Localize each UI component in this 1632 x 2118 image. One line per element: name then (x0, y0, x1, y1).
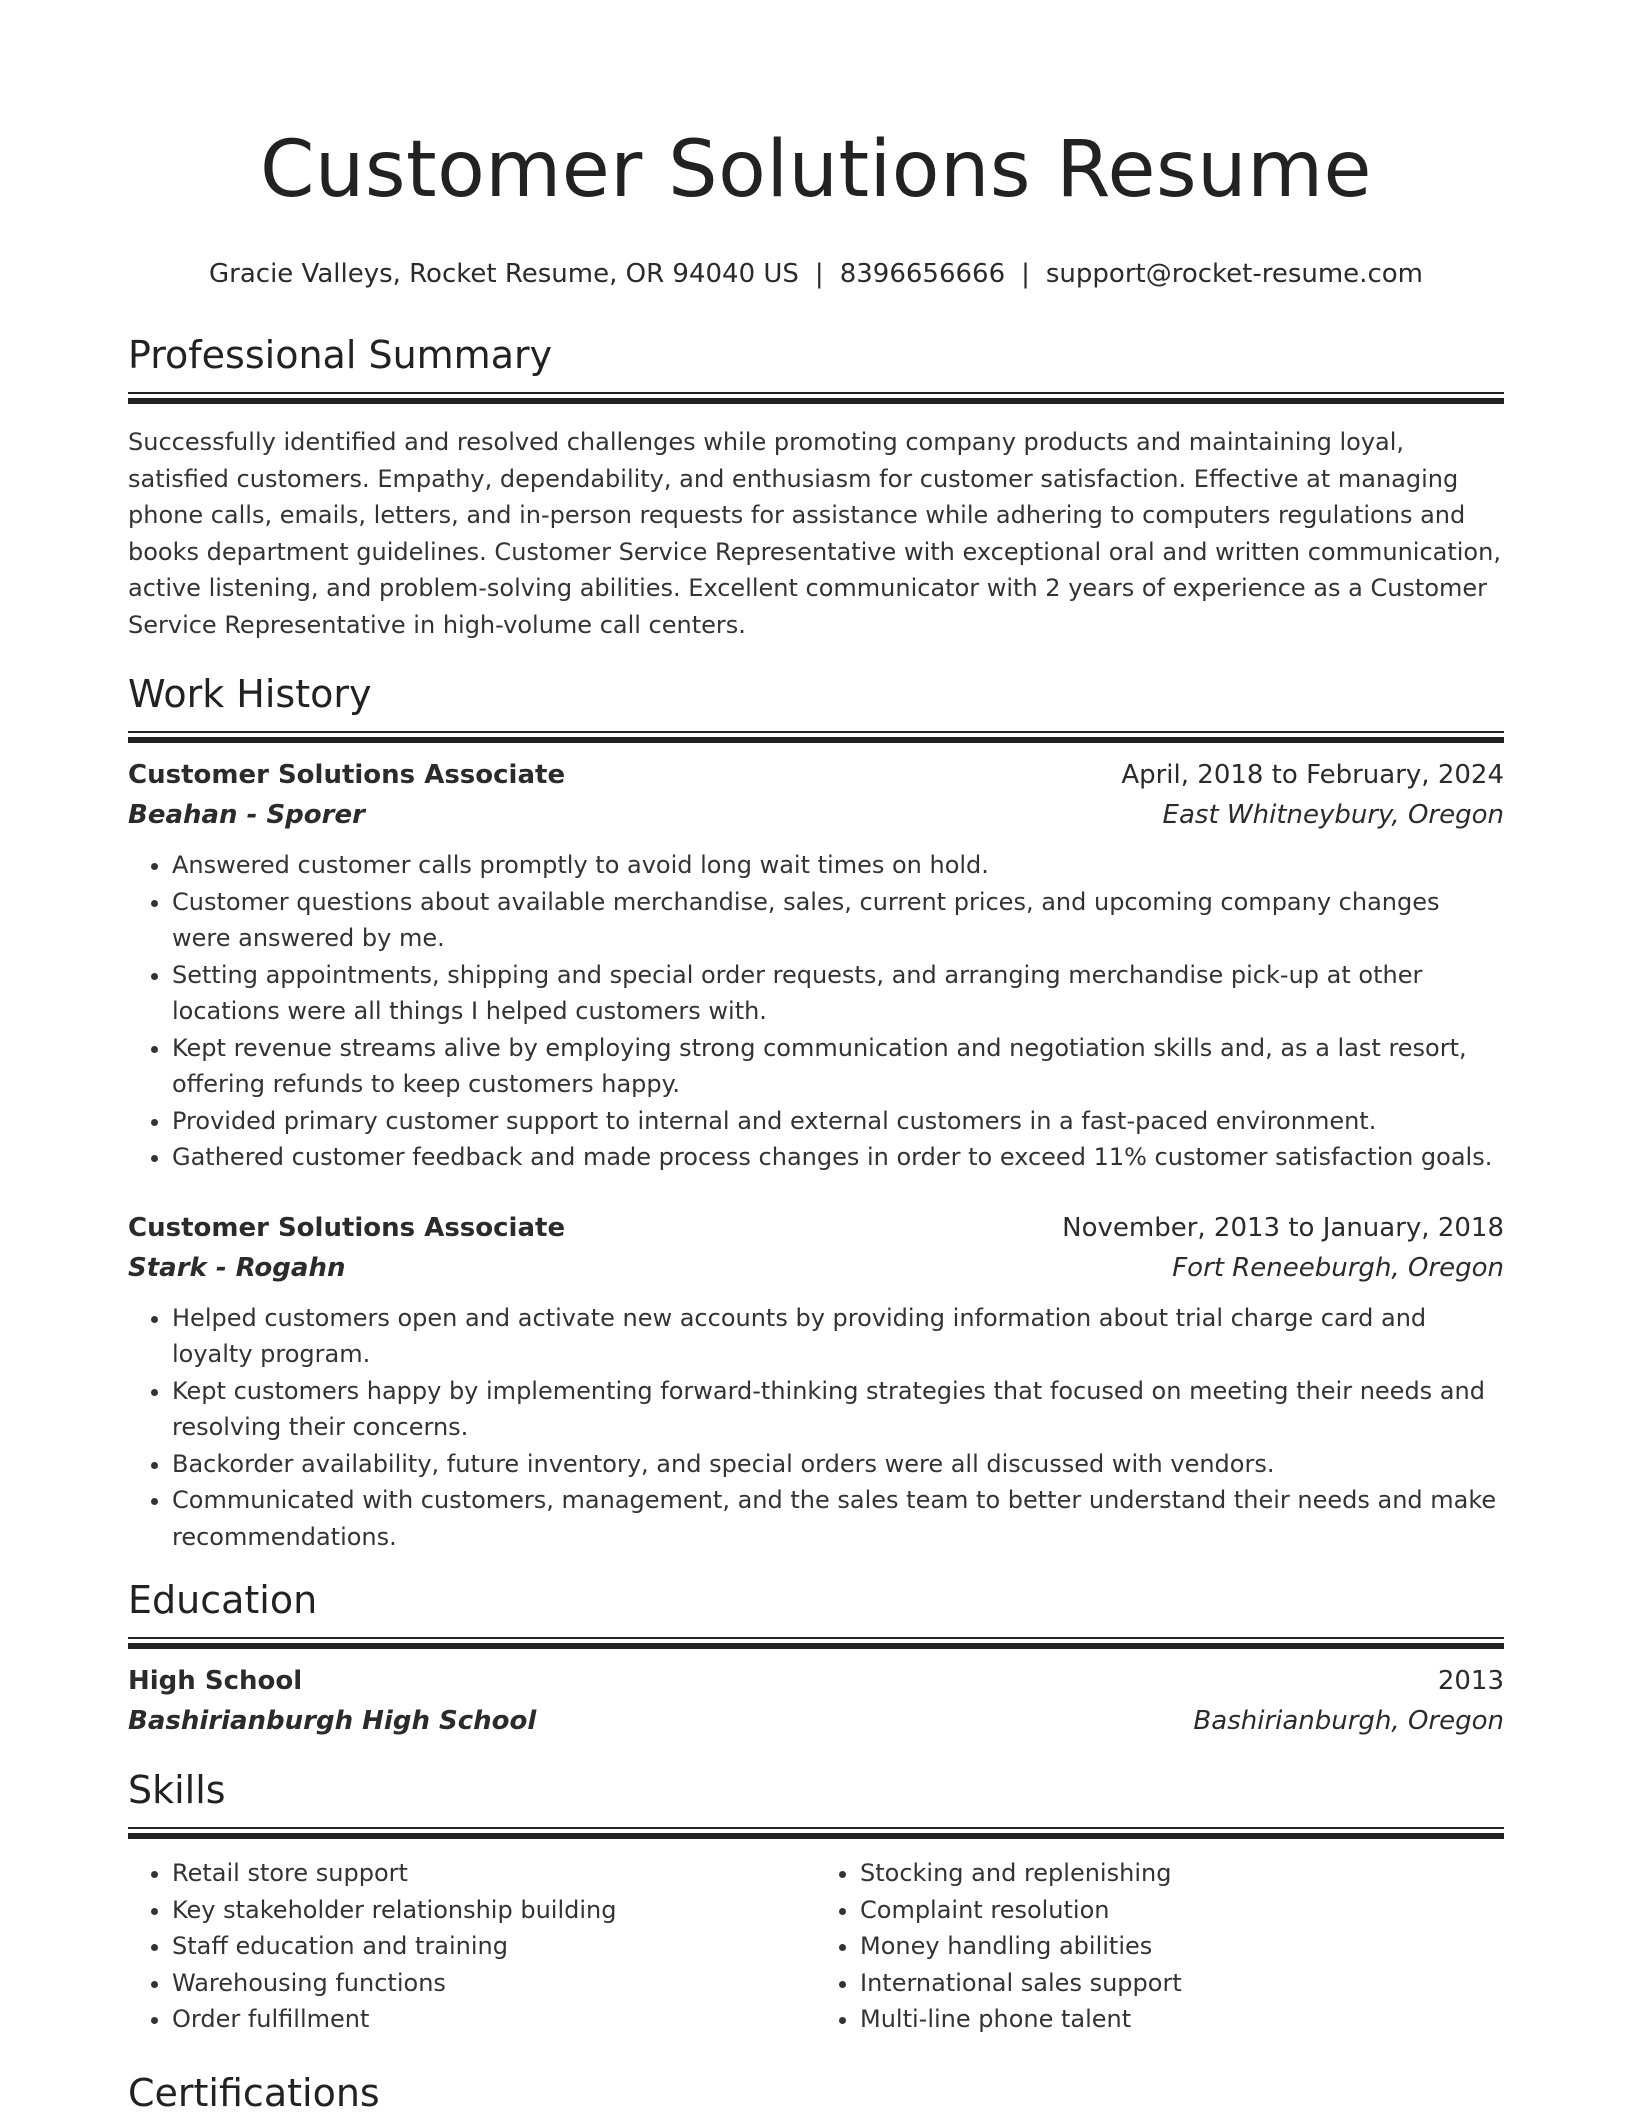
education-section (128, 1575, 1504, 1741)
job-dates: November, 2013 to January, 2018 (1062, 1212, 1504, 1243)
education-subheader (128, 1701, 1504, 1741)
contact-separator: | (1021, 259, 1030, 289)
education-location: Bashirianburgh, Oregon (1193, 1706, 1504, 1736)
job-bullet: • Customer questions about available merchandise, sales, current prices, and upcoming company changes were answered by me. (172, 884, 1504, 957)
certifications-section (128, 2068, 1504, 2118)
job-subheader (128, 795, 1504, 835)
skill-item: • Retail store support (172, 1855, 816, 1892)
job-bullet: • Helped customers open and activate new accounts by providing information about trial charge card and loyalty program. (172, 1300, 1504, 1373)
job-location: East Whitneybury, Oregon (1162, 800, 1504, 830)
summary-section (128, 330, 1504, 643)
job-header (128, 755, 1504, 795)
skill-item: • Money handling abilities (860, 1928, 1504, 1965)
skill-item: • Key stakeholder relationship building (172, 1892, 816, 1929)
job-bullet: • Gathered customer feedback and made process changes in order to exceed 11% customer satisfaction goals. (172, 1139, 1504, 1176)
job-bullet: • Backorder availability, future inventory, and special orders were all discussed with vendors. (172, 1446, 1504, 1483)
job-dates: April, 2018 to February, 2024 (1121, 760, 1504, 790)
section-title-education: Education (128, 1578, 318, 1622)
job-bullet: • Answered customer calls promptly to avoid long wait times on hold. (172, 847, 1504, 884)
job-header (128, 1208, 1504, 1248)
education-entry (128, 1661, 1504, 1741)
resume-title: Customer Solutions Resume (259, 125, 1373, 215)
contact-address: Gracie Valleys, Rocket Resume, OR 94040 US (209, 259, 799, 289)
contact-phone: 8396656666 (839, 259, 1006, 289)
skill-item: • Stocking and replenishing (860, 1855, 1504, 1892)
job-entry (128, 755, 1504, 1176)
skill-item: • Order fulfillment (172, 2001, 816, 2038)
skill-item: • Staff education and training (172, 1928, 816, 1965)
skills-column-right (816, 1855, 1504, 2038)
skills-section (128, 1765, 1504, 2038)
job-title: Customer Solutions Associate (128, 760, 566, 790)
job-bullet: • Kept customers happy by implementing forward-thinking strategies that focused on meeting their needs and resolving their concerns. (172, 1373, 1504, 1446)
job-bullet: • Communicated with customers, management, and the sales team to better understand their needs and make recommendations. (172, 1482, 1504, 1555)
contact-line (128, 256, 1504, 292)
section-divider (128, 1827, 1504, 1839)
job-title: Customer Solutions Associate (128, 1212, 566, 1243)
skill-item: • Multi-line phone talent (860, 2001, 1504, 2038)
skill-item: • International sales support (860, 1965, 1504, 2002)
contact-email: support@rocket-resume.com (1045, 259, 1423, 289)
section-title-skills: Skills (128, 1768, 226, 1812)
summary-text: Successfully identified and resolved challenges while promoting company products and maintaining loyal, satisfied customers. Empathy, dependability, and enthusiasm for customer satisfaction. Effective at managing phone calls, emails, letters, and in-person requests for assistance while adhering to computers regulations and books department guidelines. Customer Service Representative with exceptional oral and written communication, active listening, and problem-solving abilities. Excellent communicator with 2 years of experience as a Customer Service Representative in high-volume call centers. (128, 428, 1501, 639)
section-divider (128, 1637, 1504, 1649)
job-bullet: • Setting appointments, shipping and special order requests, and arranging merchandise pick-up at other locations were all things I helped customers with. (172, 957, 1504, 1030)
skill-item: • Complaint resolution (860, 1892, 1504, 1929)
section-divider (128, 731, 1504, 743)
job-subheader (128, 1248, 1504, 1288)
skills-column-left (128, 1855, 816, 2038)
job-bullet: • Provided primary customer support to internal and external customers in a fast-paced environment. (172, 1103, 1504, 1140)
section-title-work-history: Work History (128, 672, 372, 716)
work-history-section (128, 669, 1504, 1555)
skill-item: • Warehousing functions (172, 1965, 816, 2002)
education-school: Bashirianburgh High School (128, 1706, 537, 1736)
job-bullet: • Kept revenue streams alive by employing strong communication and negotiation skills and, as a last resort, offering refunds to keep customers happy. (172, 1030, 1504, 1103)
job-bullets (128, 847, 1504, 1176)
section-title-certifications: Certifications (128, 2070, 380, 2115)
job-entry (128, 1208, 1504, 1556)
job-location: Fort Reneeburgh, Oregon (1172, 1252, 1504, 1283)
job-company: Beahan - Sporer (128, 800, 365, 830)
education-degree: High School (128, 1666, 303, 1696)
contact-separator: | (814, 259, 824, 289)
education-year: 2013 (1437, 1666, 1504, 1696)
section-divider (128, 392, 1504, 404)
job-company: Stark - Rogahn (128, 1252, 346, 1283)
section-title-summary: Professional Summary (128, 333, 553, 377)
skills-grid (128, 1855, 1504, 2038)
job-bullets (128, 1300, 1504, 1556)
education-header (128, 1661, 1504, 1701)
